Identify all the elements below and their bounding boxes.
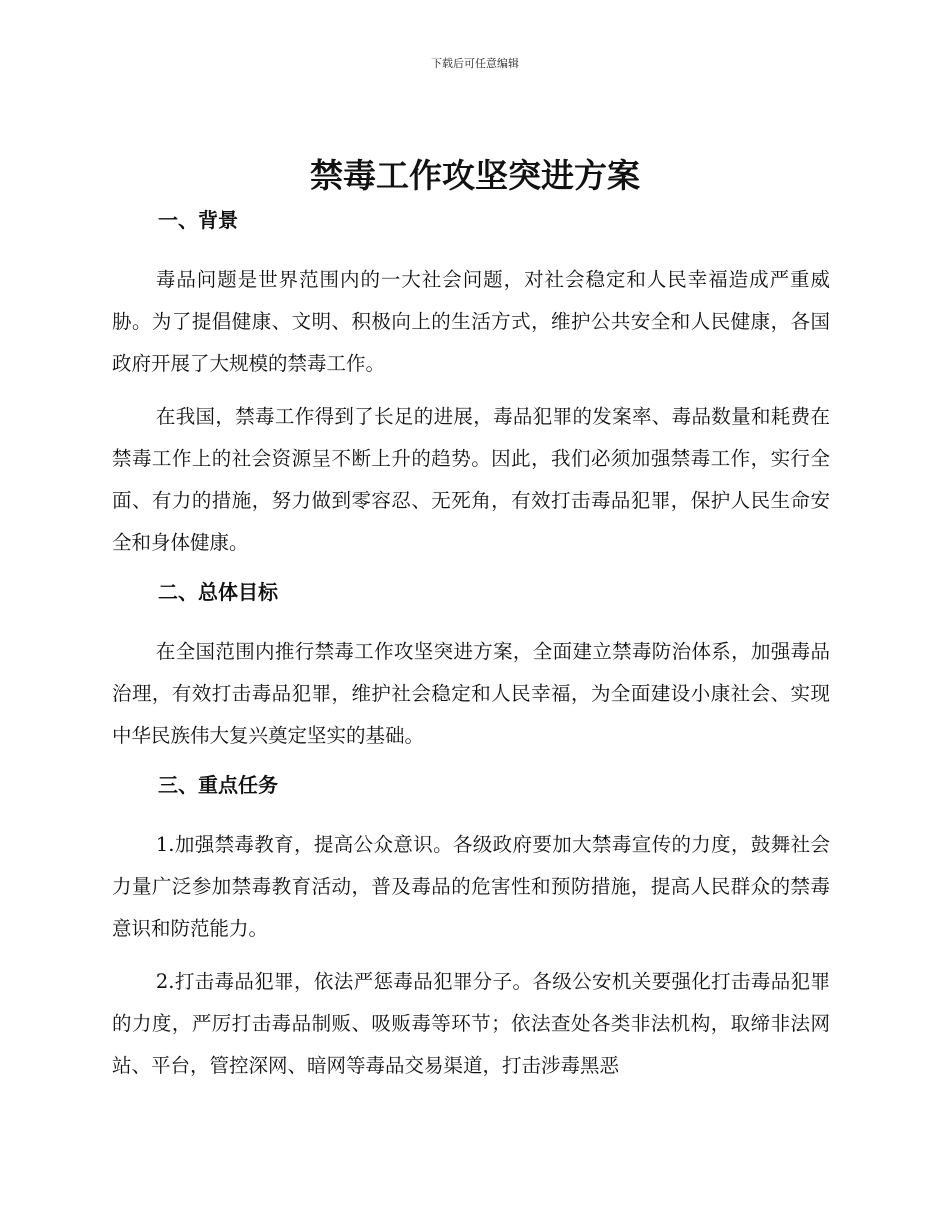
paragraph: 1.加强禁毒教育，提高公众意识。各级政府要加大禁毒宣传的力度，鼓舞社会力量广泛参加禁毒教育活动，普及毒品的危害性和预防措施，提高人民群众的禁毒意识和防范能力。 [112, 833, 830, 940]
section-background [112, 203, 830, 564]
document-title: 禁毒工作攻坚突进方案 [310, 156, 640, 195]
paragraph: 毒品问题是世界范围内的一大社会问题，对社会稳定和人民幸福造成严重威胁。为了提倡健康、文明、积极向上的生活方式，维护公共安全和人民健康，各国政府开展了大规模的禁毒工作。 [112, 268, 830, 375]
section-overall-goal [112, 575, 830, 757]
section-heading: 一、背景 [158, 208, 238, 232]
section-key-tasks [112, 768, 830, 1087]
section-heading: 二、总体目标 [158, 580, 278, 604]
paragraph: 在我国，禁毒工作得到了长足的进展，毒品犯罪的发案率、毒品数量和耗费在禁毒工作上的社会资源呈不断上升的趋势。因此，我们必须加强禁毒工作，实行全面、有力的措施，努力做到零容忍、无死角，有效打击毒品犯罪，保护人民生命安全和身体健康。 [112, 405, 830, 554]
page-header: 下载后可任意编辑 [431, 57, 519, 70]
paragraph: 在全国范围内推行禁毒工作攻坚突进方案，全面建立禁毒防治体系，加强毒品治理，有效打击毒品犯罪，维护社会稳定和人民幸福，为全面建设小康社会、实现中华民族伟大复兴奠定坚实的基础。 [112, 640, 830, 747]
section-heading: 三、重点任务 [158, 773, 278, 797]
document-body [112, 203, 830, 1098]
paragraph: 2.打击毒品犯罪，依法严惩毒品犯罪分子。各级公安机关要强化打击毒品犯罪的力度，严厉打击毒品制贩、吸贩毒等环节；依法查处各类非法机构，取缔非法网站、平台，管控深网、暗网等毒品交易渠道，打击涉毒黑恶 [112, 970, 830, 1077]
